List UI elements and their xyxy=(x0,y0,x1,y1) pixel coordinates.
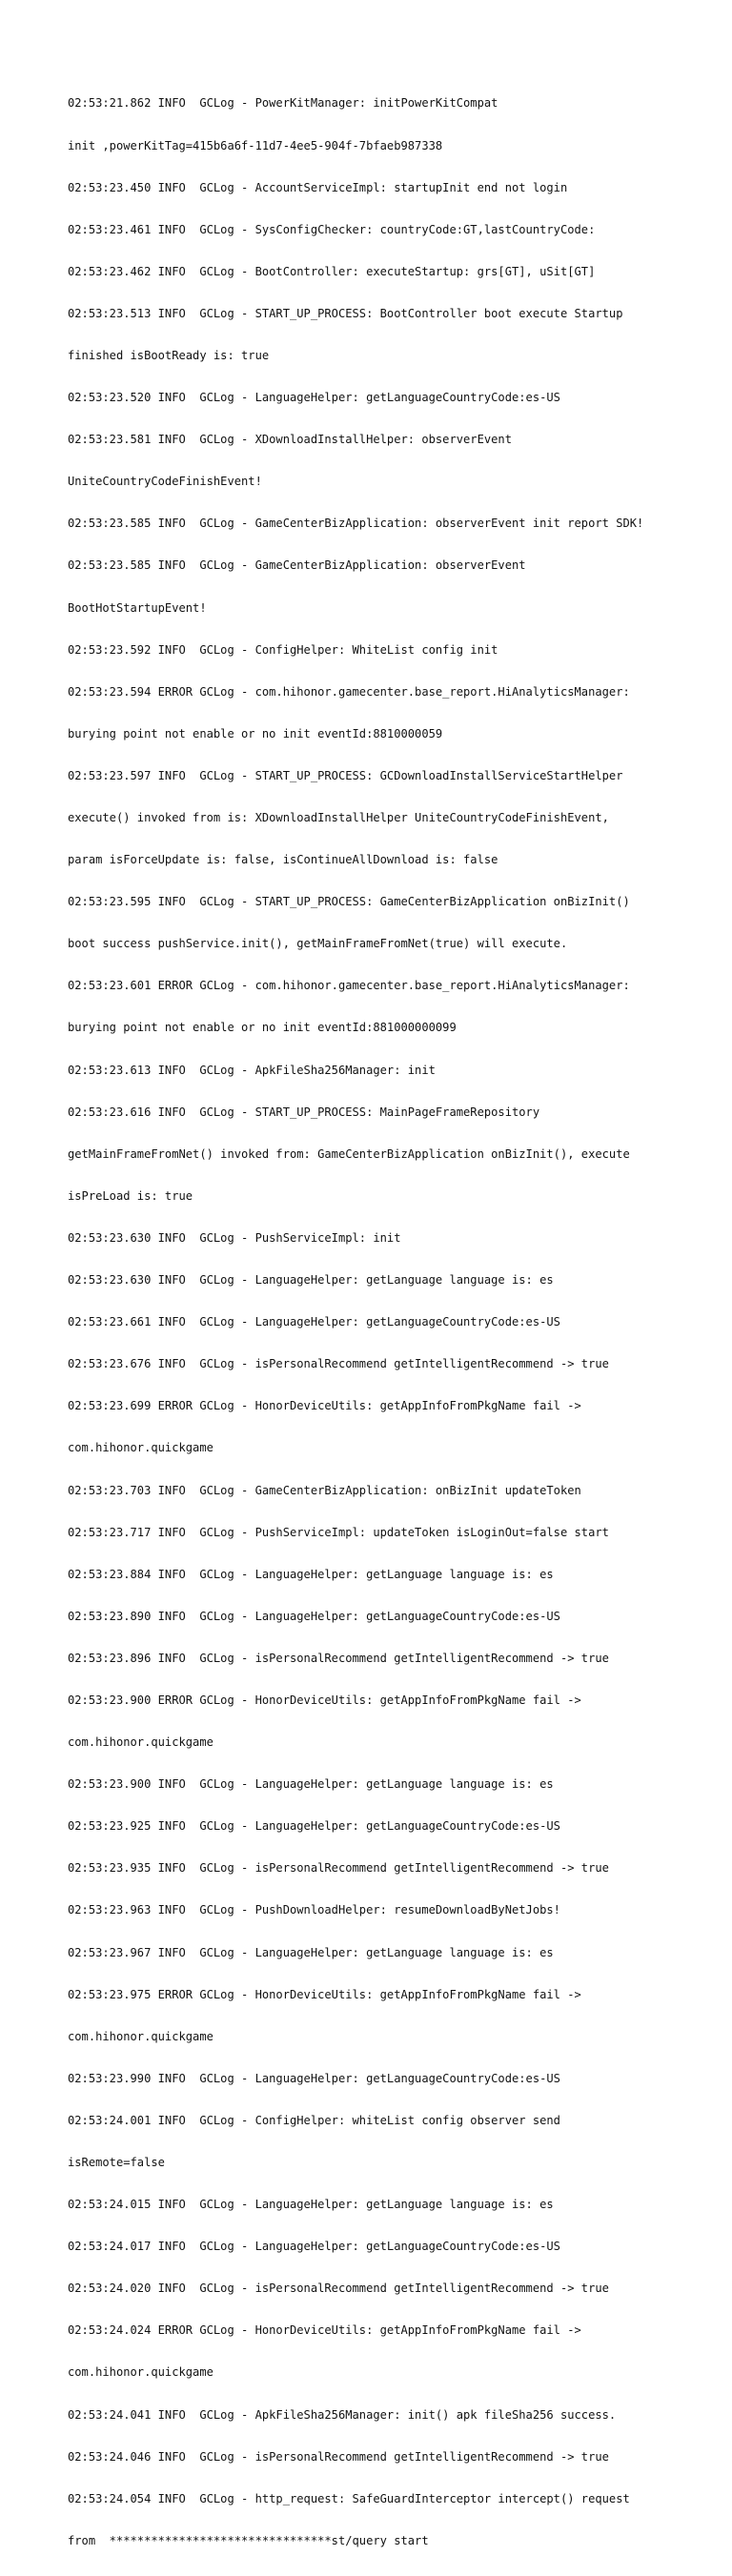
log-line: com.hihonor.quickgame xyxy=(68,1735,214,1750)
log-line: 02:53:24.024 ERROR GCLog - HonorDeviceUtils: getAppInfoFromPkgName fail -> xyxy=(68,2323,581,2338)
log-line: from ********************************st/query start xyxy=(68,2533,429,2547)
log-line: 02:53:23.592 INFO GCLog - ConfigHelper: WhiteList config init xyxy=(68,642,498,657)
log-line: 02:53:23.630 INFO GCLog - PushServiceImpl: init xyxy=(68,1230,401,1245)
log-line: 02:53:23.890 INFO GCLog - LanguageHelper: getLanguageCountryCode:es-US xyxy=(68,1609,560,1623)
log-line: getMainFrameFromNet() invoked from: GameCenterBizApplication onBizInit(), execute xyxy=(68,1146,630,1161)
log-line: 02:53:23.975 ERROR GCLog - HonorDeviceUtils: getAppInfoFromPkgName fail -> xyxy=(68,1987,581,2001)
log-line: 02:53:23.581 INFO GCLog - XDownloadInstallHelper: observerEvent xyxy=(68,433,512,447)
log-line: 02:53:23.963 INFO GCLog - PushDownloadHelper: resumeDownloadByNetJobs! xyxy=(68,1903,560,1917)
log-line: 02:53:24.015 INFO GCLog - LanguageHelper: getLanguage language is: es xyxy=(68,2198,554,2212)
log-line: UniteCountryCodeFinishEvent! xyxy=(68,475,262,489)
log-line: 02:53:23.990 INFO GCLog - LanguageHelper: getLanguageCountryCode:es-US xyxy=(68,2071,560,2085)
log-line: 02:53:23.935 INFO GCLog - isPersonalRecommend getIntelligentRecommend -> true xyxy=(68,1861,609,1876)
log-line: isRemote=false xyxy=(68,2156,165,2169)
log-line: 02:53:23.595 INFO GCLog - START_UP_PROCESS: GameCenterBizApplication onBizInit() xyxy=(68,895,630,909)
log-line: burying point not enable or no init eventId:8810000059 xyxy=(68,726,443,740)
log-line: 02:53:23.601 ERROR GCLog - com.hihonor.gamecenter.base_report.HiAnalyticsManager: xyxy=(68,979,630,993)
log-line: 02:53:23.513 INFO GCLog - START_UP_PROCESS: BootController boot execute Startup xyxy=(68,306,623,320)
log-line: 02:53:23.900 INFO GCLog - LanguageHelper: getLanguage language is: es xyxy=(68,1777,554,1792)
log-line: 02:53:23.676 INFO GCLog - isPersonalRecommend getIntelligentRecommend -> true xyxy=(68,1357,609,1371)
log-line: 02:53:23.461 INFO GCLog - SysConfigChecker: countryCode:GT,lastCountryCode: xyxy=(68,222,596,236)
log-line: 02:53:24.017 INFO GCLog - LanguageHelper: getLanguageCountryCode:es-US xyxy=(68,2240,560,2254)
log-line: 02:53:21.862 INFO GCLog - PowerKitManager: initPowerKitCompat xyxy=(68,96,498,111)
log-line: 02:53:23.661 INFO GCLog - LanguageHelper: getLanguageCountryCode:es-US xyxy=(68,1315,560,1329)
log-line: com.hihonor.quickgame xyxy=(68,2365,214,2380)
log-line: 02:53:23.896 INFO GCLog - isPersonalRecommend getIntelligentRecommend -> true xyxy=(68,1651,609,1665)
log-line: 02:53:23.462 INFO GCLog - BootController: executeStartup: grs[GT], uSit[GT] xyxy=(68,264,596,278)
log-line: 02:53:23.585 INFO GCLog - GameCenterBizApplication: observerEvent xyxy=(68,558,526,573)
log-line: 02:53:23.613 INFO GCLog - ApkFileSha256Manager: init xyxy=(68,1063,436,1077)
log-line: finished isBootReady is: true xyxy=(68,348,270,362)
log-line: boot success pushService.init(), getMainFrameFromNet(true) will execute. xyxy=(68,937,568,951)
log-line: execute() invoked from is: XDownloadInstallHelper UniteCountryCodeFinishEvent, xyxy=(68,811,609,824)
log-line: 02:53:24.041 INFO GCLog - ApkFileSha256Manager: init() apk fileSha256 success. xyxy=(68,2407,617,2422)
log-line: init ,powerKitTag=415b6a6f-11d7-4ee5-904f-7bfaeb987338 xyxy=(68,138,443,152)
log-text-block xyxy=(68,69,697,2576)
log-line: burying point not enable or no init eventId:881000000099 xyxy=(68,1021,457,1035)
log-line: 02:53:23.597 INFO GCLog - START_UP_PROCESS: GCDownloadInstallServiceStartHelper xyxy=(68,768,623,782)
log-line: isPreLoad is: true xyxy=(68,1188,193,1203)
log-line: 02:53:23.717 INFO GCLog - PushServiceImpl: updateToken isLoginOut=false start xyxy=(68,1525,609,1539)
log-line: 02:53:23.630 INFO GCLog - LanguageHelper: getLanguage language is: es xyxy=(68,1273,554,1288)
log-line: 02:53:23.585 INFO GCLog - GameCenterBizApplication: observerEvent init report SDK! xyxy=(68,517,644,531)
log-line: 02:53:24.046 INFO GCLog - isPersonalRecommend getIntelligentRecommend -> true xyxy=(68,2449,609,2464)
log-line: 02:53:23.699 ERROR GCLog - HonorDeviceUtils: getAppInfoFromPkgName fail -> xyxy=(68,1399,581,1413)
log-line: 02:53:23.884 INFO GCLog - LanguageHelper: getLanguage language is: es xyxy=(68,1567,554,1581)
log-line: 02:53:24.020 INFO GCLog - isPersonalRecommend getIntelligentRecommend -> true xyxy=(68,2282,609,2296)
log-line: com.hihonor.quickgame xyxy=(68,1441,214,1455)
log-line: 02:53:24.054 INFO GCLog - http_request: SafeGuardInterceptor intercept() request xyxy=(68,2491,630,2505)
log-line: 02:53:23.925 INFO GCLog - LanguageHelper: getLanguageCountryCode:es-US xyxy=(68,1819,560,1834)
log-line: com.hihonor.quickgame xyxy=(68,2029,214,2043)
log-line: 02:53:23.616 INFO GCLog - START_UP_PROCESS: MainPageFrameRepository xyxy=(68,1105,540,1119)
log-line: 02:53:23.703 INFO GCLog - GameCenterBizApplication: onBizInit updateToken xyxy=(68,1483,581,1497)
log-line: param isForceUpdate is: false, isContinueAllDownload is: false xyxy=(68,853,498,867)
log-line: 02:53:24.001 INFO GCLog - ConfigHelper: whiteList config observer send xyxy=(68,2113,560,2127)
log-line: 02:53:23.594 ERROR GCLog - com.hihonor.gamecenter.base_report.HiAnalyticsManager: xyxy=(68,684,630,699)
log-line: 02:53:23.967 INFO GCLog - LanguageHelper: getLanguage language is: es xyxy=(68,1945,554,1959)
log-line: 02:53:23.450 INFO GCLog - AccountServiceImpl: startupInit end not login xyxy=(68,180,568,194)
log-line: BootHotStartupEvent! xyxy=(68,600,207,615)
log-line: 02:53:23.520 INFO GCLog - LanguageHelper: getLanguageCountryCode:es-US xyxy=(68,391,560,405)
log-line: 02:53:23.900 ERROR GCLog - HonorDeviceUtils: getAppInfoFromPkgName fail -> xyxy=(68,1693,581,1707)
